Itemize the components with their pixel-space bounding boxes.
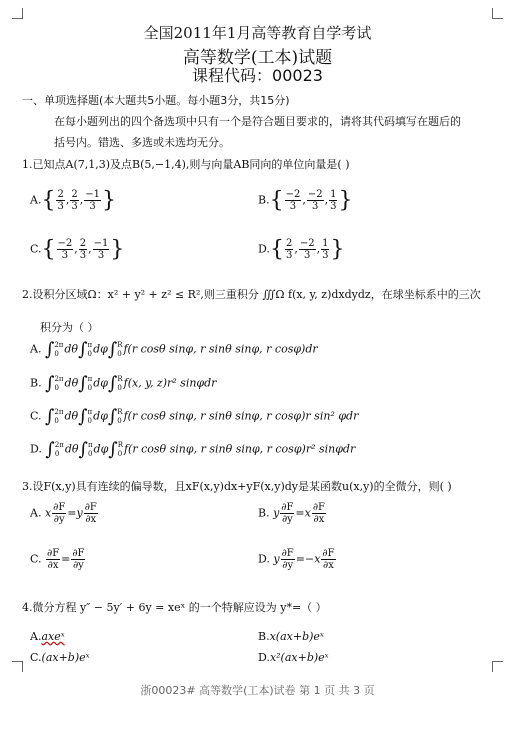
comma: , — [294, 242, 298, 256]
integral-sign: ∫ — [44, 339, 55, 360]
upper-limit: R — [117, 374, 123, 383]
crop-mark-top-right — [492, 8, 503, 19]
right-brace: } — [110, 237, 125, 262]
right-brace: } — [330, 237, 345, 262]
differential: dφ — [93, 442, 109, 456]
rhs-derivative — [321, 548, 335, 571]
upper-limit: π — [87, 407, 93, 416]
left-brace: { — [41, 188, 56, 213]
comma: , — [316, 242, 321, 256]
integral-sign: ∫ — [107, 406, 118, 427]
option-text: (ax+b)eˣ — [41, 651, 90, 664]
crop-mark-bottom-left — [12, 661, 23, 672]
component-fraction-den: 3 — [57, 201, 64, 212]
upper-limit: π — [87, 340, 93, 349]
option-label: B. — [258, 630, 270, 643]
component-fraction-den: 3 — [79, 250, 87, 261]
subject-title: 高等数学(工本)试题 — [182, 48, 333, 68]
lhs-derivative — [280, 502, 294, 525]
differential: dθ — [64, 442, 79, 456]
page-footer: 浙00023# 高等数学(工本)试卷 第 1 页 共 3 页 — [140, 684, 375, 697]
option-label: A. — [30, 193, 42, 207]
integral-sign: ∫ — [45, 439, 55, 460]
rhs-derivative-num: ∂F — [72, 548, 85, 559]
lhs-derivative-num: ∂F — [281, 502, 294, 513]
question-3-stem: 3.设F(x,y)具有连续的偏导数，且xF(x,y)dx+yF(x,y)dy是某函数u(x,y)的全微分，则( ) — [22, 480, 452, 493]
q2-option-a[interactable] — [30, 339, 318, 360]
left-brace: { — [269, 237, 284, 262]
component-fraction — [79, 238, 87, 261]
option-label: C. — [30, 409, 46, 423]
component-fraction-den: 3 — [330, 201, 337, 212]
lhs-derivative-den: ∂y — [281, 514, 293, 525]
differential: dφ — [93, 342, 108, 356]
equals-sign: = — [67, 506, 77, 520]
instruction-line-1: 在每小题列出的四个备选项中只有一个是符合题目要求的，请将其代码填写在题后的 — [54, 115, 461, 128]
differential: dφ — [93, 376, 108, 390]
integrand: f(r cosθ sinφ, r sinθ sinφ, r cosφ)r sin² φdr — [123, 409, 359, 423]
q4-option-b[interactable] — [258, 630, 324, 643]
q1-option-c[interactable] — [30, 237, 124, 262]
component-fraction-num: −2 — [57, 238, 73, 249]
equals-sign: = — [295, 506, 305, 520]
integral-limits — [55, 441, 64, 459]
component-fraction-den: 3 — [285, 250, 293, 261]
lhs-derivative — [281, 548, 295, 571]
integral-limits — [117, 408, 122, 426]
option-text: x²(ax+b)eˣ — [269, 651, 329, 664]
component-fraction — [329, 189, 337, 212]
integrand: f(x, y, z)r² sinφdr — [123, 376, 217, 390]
integral-sign: ∫ — [78, 339, 88, 360]
lhs-coefficient: y — [273, 552, 280, 566]
q1-option-d[interactable] — [258, 237, 344, 262]
component-fraction-num: 1 — [322, 238, 329, 249]
option-label: C. — [30, 552, 46, 566]
component-fraction-num: 1 — [330, 189, 337, 200]
lhs-coefficient: x — [44, 506, 52, 520]
lower-limit: 0 — [117, 383, 122, 392]
integral-limits — [87, 341, 92, 359]
comma: , — [88, 242, 92, 256]
rhs-derivative-den: ∂y — [73, 560, 84, 571]
component-fraction — [285, 238, 293, 261]
component-fraction — [307, 189, 324, 212]
component-fraction-den: 3 — [71, 201, 78, 212]
question-2-stem-line-2: 积分为（ ） — [40, 321, 99, 334]
component-fraction-num: 2 — [285, 238, 293, 249]
equals-sign: = — [61, 552, 71, 566]
integral-limits — [117, 341, 122, 359]
component-fraction-num: 2 — [57, 189, 64, 200]
q2-option-b[interactable] — [30, 373, 216, 394]
lower-limit: 0 — [54, 349, 59, 358]
component-fraction-num: −2 — [299, 238, 315, 249]
lower-limit: 0 — [117, 416, 122, 425]
integrand: f(r cosθ sinφ, r sinθ sinφ, r cosφ)dr — [123, 342, 318, 356]
upper-limit: R — [117, 407, 123, 416]
option-label: B. — [258, 506, 274, 520]
integral-limits — [88, 375, 93, 393]
lhs-derivative — [52, 502, 66, 525]
question-4-stem: 4.微分方程 y″ − 5y′ + 6y = xeˣ 的一个特解应设为 y*=（ ） — [22, 601, 327, 614]
component-fraction — [299, 238, 316, 261]
differential: dφ — [93, 409, 108, 423]
lower-limit: 0 — [54, 383, 59, 392]
comma: , — [302, 193, 306, 207]
option-text: x(ax+b)eˣ — [269, 630, 324, 643]
option-label: D. — [258, 552, 274, 566]
component-fraction — [56, 189, 64, 212]
component-fraction-num: 2 — [71, 189, 78, 200]
instruction-line-2: 括号内。错选、多选或未选均无分。 — [54, 136, 230, 149]
exam-title: 全国2011年1月高等教育自学考试 — [143, 24, 372, 42]
option-label: A. — [30, 342, 45, 356]
integral-limits — [117, 375, 122, 393]
component-fraction-num: −2 — [307, 189, 323, 200]
left-brace: { — [269, 188, 284, 213]
component-fraction-den: 3 — [61, 250, 69, 261]
q2-option-c[interactable] — [30, 406, 358, 427]
component-fraction-den: 3 — [312, 201, 319, 212]
integral-limits — [88, 408, 93, 426]
component-fraction-den: 3 — [304, 250, 311, 261]
q2-option-d[interactable] — [30, 439, 355, 460]
section-heading: 一、单项选择题(本大题共5小题。每小题3分，共15分) — [22, 94, 290, 107]
rhs-derivative — [312, 502, 326, 525]
upper-limit: R — [117, 340, 123, 349]
component-fraction-den: 3 — [89, 201, 96, 212]
lower-limit: 0 — [87, 416, 93, 425]
option-label: A. — [30, 630, 42, 643]
integrand: f(r cosθ sinφ, r sinθ sinφ, r cosφ)r² sinφdr — [123, 442, 356, 456]
rhs-derivative-den: ∂x — [323, 560, 334, 571]
comma: , — [79, 193, 84, 207]
q3-option-c[interactable] — [30, 548, 86, 571]
crop-mark-bottom-right — [492, 661, 503, 672]
component-fraction-num: −1 — [93, 238, 109, 249]
option-label: C. — [30, 651, 42, 664]
question-2-stem-line-1: 2.设积分区域Ω：x² + y² + z² ≤ R²,则三重积分 ∭Ω f(x, y, z)dxdydz，在球坐标系中的三次 — [22, 288, 481, 301]
differential: dθ — [64, 376, 79, 390]
rhs-derivative-num: ∂F — [84, 502, 97, 513]
component-fraction-den: 3 — [97, 250, 105, 261]
component-fraction — [93, 238, 110, 261]
option-text: axeˣ — [41, 630, 65, 643]
right-brace: } — [101, 188, 116, 213]
rhs-derivative — [71, 548, 85, 571]
integral-limits — [118, 441, 123, 459]
integral-sign: ∫ — [78, 439, 88, 460]
lhs-derivative — [46, 548, 60, 571]
lhs-derivative-den: ∂y — [282, 560, 294, 571]
rhs-derivative-den: ∂x — [313, 514, 325, 525]
lower-limit: 0 — [54, 449, 60, 458]
rhs-derivative-den: ∂x — [85, 514, 97, 525]
lhs-derivative-num: ∂F — [47, 548, 60, 559]
option-label: B. — [258, 193, 270, 207]
integral-limits — [54, 341, 63, 359]
q3-option-b[interactable] — [258, 502, 327, 525]
integral-sign: ∫ — [107, 373, 118, 394]
option-label: D. — [258, 651, 270, 664]
equals-sign: =− — [295, 552, 315, 566]
upper-limit: R — [117, 440, 123, 449]
upper-limit: 2π — [54, 440, 64, 449]
component-fraction-den: 3 — [322, 250, 329, 261]
upper-limit: 2π — [54, 407, 64, 416]
comma: , — [74, 242, 78, 256]
component-fraction — [57, 238, 74, 261]
course-code: 课程代码：00023 — [192, 66, 323, 85]
integral-sign: ∫ — [45, 406, 55, 427]
crop-mark-top-left — [12, 8, 23, 19]
lower-limit: 0 — [87, 449, 93, 458]
left-brace: { — [41, 237, 56, 262]
q4-option-a[interactable] — [30, 630, 65, 643]
lhs-derivative-num: ∂F — [281, 548, 294, 559]
q4-option-d[interactable] — [258, 651, 329, 664]
integral-sign: ∫ — [108, 439, 118, 460]
q1-option-b[interactable] — [258, 188, 352, 213]
rhs-coefficient: x — [314, 552, 321, 566]
integral-limits — [54, 375, 63, 393]
comma: , — [65, 193, 70, 207]
integral-sign: ∫ — [78, 373, 88, 394]
component-fraction-den: 3 — [289, 201, 297, 212]
component-fraction-num: −2 — [285, 189, 301, 200]
differential: dθ — [64, 409, 79, 423]
component-fraction-num: 2 — [79, 238, 87, 249]
integral-limits — [88, 441, 93, 459]
rhs-coefficient: x — [304, 506, 311, 520]
rhs-coefficient: y — [76, 506, 83, 520]
differential: dθ — [64, 342, 79, 356]
question-1-stem: 1.已知点A(7,1,3)及点B(5,−1,4),则与向量AB同向的单位向量是( ) — [22, 158, 350, 171]
comma: , — [324, 193, 329, 207]
lower-limit: 0 — [117, 349, 122, 358]
q1-option-a[interactable] — [30, 188, 116, 213]
upper-limit: π — [87, 374, 93, 383]
upper-limit: 2π — [54, 340, 64, 349]
lhs-coefficient: y — [273, 506, 280, 520]
rhs-derivative-num: ∂F — [312, 502, 325, 513]
rhs-derivative — [84, 502, 98, 525]
option-label: C. — [30, 242, 42, 256]
lower-limit: 0 — [117, 449, 123, 458]
integral-limits — [54, 408, 63, 426]
component-fraction — [70, 189, 78, 212]
option-label: A. — [30, 506, 45, 520]
component-fraction — [285, 189, 302, 212]
upper-limit: 2π — [54, 374, 64, 383]
lhs-derivative-num: ∂F — [53, 502, 66, 513]
lower-limit: 0 — [87, 349, 92, 358]
q4-option-c[interactable] — [30, 651, 90, 664]
option-label: D. — [258, 242, 270, 256]
option-label: B. — [30, 376, 46, 390]
integral-sign: ∫ — [107, 339, 118, 360]
right-brace: } — [338, 188, 353, 213]
rhs-derivative-num: ∂F — [322, 548, 335, 559]
integral-sign: ∫ — [45, 373, 55, 394]
component-fraction — [321, 238, 329, 261]
component-fraction-num: −1 — [85, 189, 100, 200]
component-fraction — [84, 189, 101, 212]
upper-limit: π — [87, 440, 93, 449]
q3-option-a[interactable] — [30, 502, 99, 525]
lower-limit: 0 — [54, 416, 59, 425]
lhs-derivative-den: ∂y — [53, 514, 65, 525]
option-label: D. — [30, 442, 46, 456]
lower-limit: 0 — [87, 383, 93, 392]
integral-sign: ∫ — [78, 406, 88, 427]
q3-option-d[interactable] — [258, 548, 337, 571]
lhs-derivative-den: ∂x — [47, 560, 59, 571]
